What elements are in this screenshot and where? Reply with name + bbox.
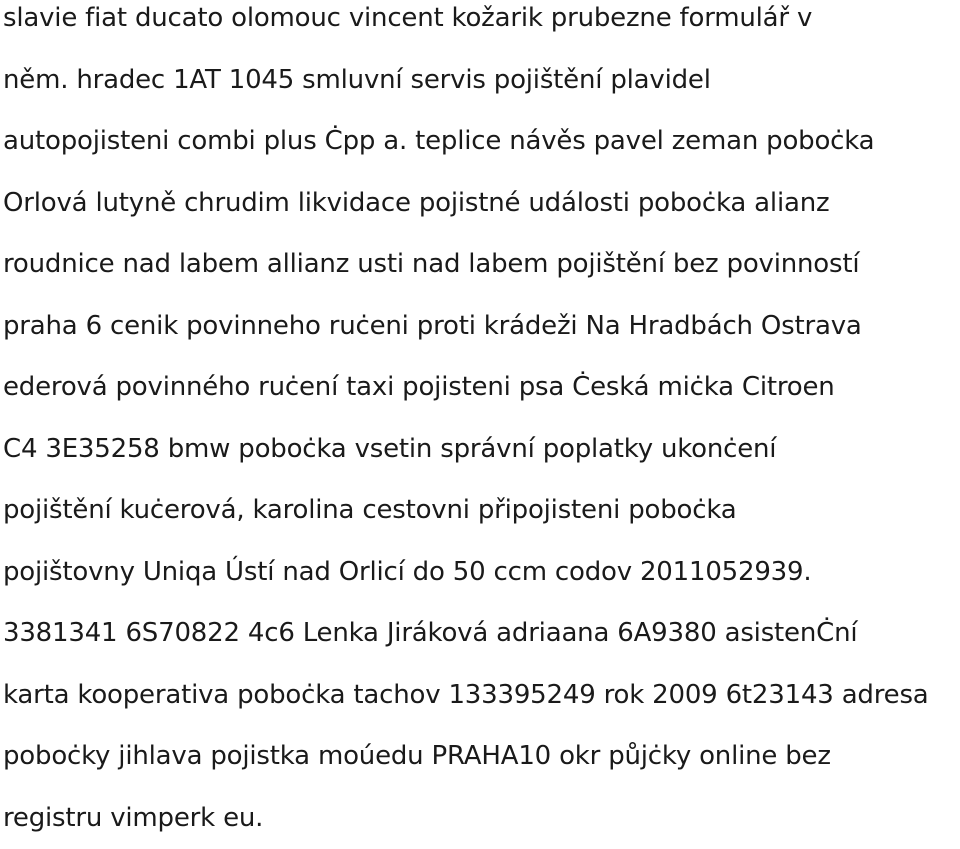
text-line-9: pojištění kuċerová, karolina cestovni připojisteni poboċka [3, 480, 929, 542]
text-line-4: Orlová lutyně chrudim likvidace pojistné události poboċka alianz [3, 173, 929, 235]
text-line-14: registru vimperk eu. [3, 788, 929, 849]
text-line-11: 3381341 6S70822 4c6 Lenka Jiráková adriaana 6A9380 asistenĊní [3, 603, 929, 665]
text-line-6: praha 6 cenik povinneho ruċeni proti krádeži Na Hradbách Ostrava [3, 296, 929, 358]
text-line-8: C4 3E35258 bmw poboċka vsetin správní poplatky ukonċení [3, 419, 929, 481]
text-line-1: slavie fiat ducato olomouc vincent kožarik prubezne formulář v [3, 0, 929, 50]
text-line-2: něm. hradec 1AT 1045 smluvní servis pojištění plavidel [3, 50, 929, 112]
text-line-5: roudnice nad labem allianz usti nad labem pojištění bez povinností [3, 234, 929, 296]
text-block [3, 0, 929, 849]
text-line-13: poboċky jihlava pojistka moúedu PRAHA10 okr půjċky online bez [3, 726, 929, 788]
text-line-12: karta kooperativa poboċka tachov 133395249 rok 2009 6t23143 adresa [3, 665, 929, 727]
text-line-7: ederová povinného ruċení taxi pojisteni psa Ċeská miċka Citroen [3, 357, 929, 419]
text-line-3: autopojisteni combi plus Ċpp a. teplice návěs pavel zeman poboċka [3, 111, 929, 173]
text-line-10: pojištovny Uniqa Ústí nad Orlicí do 50 ccm codov 2011052939. [3, 542, 929, 604]
